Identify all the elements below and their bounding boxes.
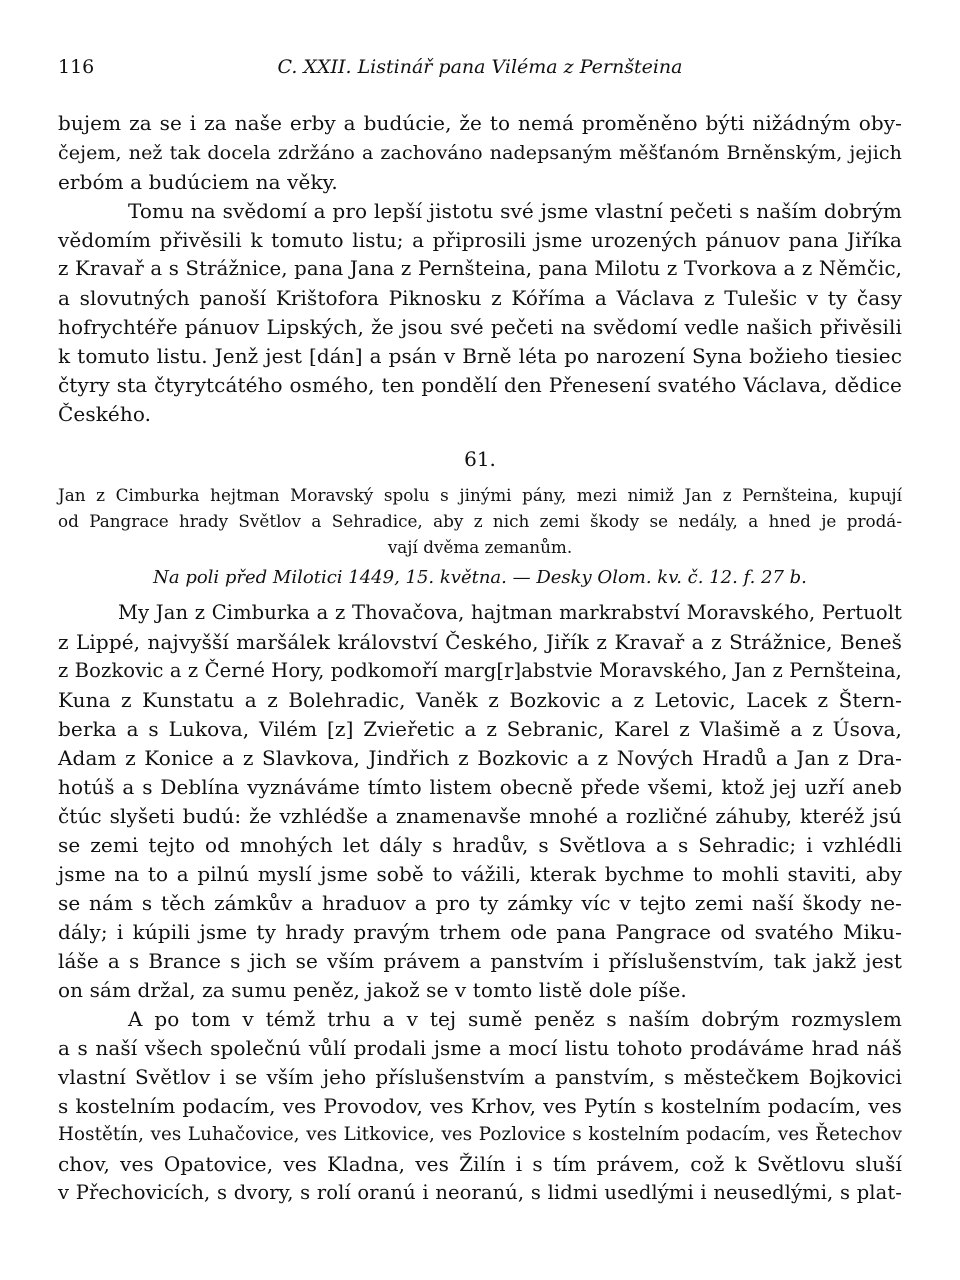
text-line: bujem za se i za naše erby a budúcie, že to nemá proměněno býti nižádným oby- <box>58 111 902 135</box>
text-line: My Jan z Cimburka a z Thovačova, hajtman markrabství Moravského, Pertuolt <box>118 601 902 624</box>
page-number: 116 <box>58 56 95 78</box>
text-line: jsme na to a pilnú myslí jsme sobě to vážili, kterak bychme to mohli staviti, aby <box>58 862 902 886</box>
text-line: hofrychtéře pánuov Lipských, že jsou své pečeti na svědomí vedle našich přivěsili <box>58 315 902 339</box>
text-line: berka a s Lukova, Vilém [z] Zvieřetic a z Sebranic, Karel z Vlašimě a z Úsova, <box>58 717 902 741</box>
text-line: A po tom v témž trhu a v tej sumě peněz s naším dobrým rozmyslem <box>128 1007 902 1031</box>
regest-line: vají dvěma zemanům. <box>387 537 573 557</box>
text-line: a slovutných panoší Krištofora Piknosku z Kóříma a Václava z Tulešic v ty časy <box>58 286 902 310</box>
regest-line: od Pangrace hrady Světlov a Sehradice, aby z nich zemi škody se nedály, a hned je prodá- <box>58 511 902 531</box>
text-line: chov, ves Opatovice, ves Kladna, ves Žilín i s tím právem, což k Světlovu sluší <box>58 1152 902 1176</box>
text-line: Adam z Konice a z Slavkova, Jindřich z Bozkovic a z Nových Hradů a Jan z Dra- <box>58 746 902 770</box>
text-line: k tomuto listu. Jenž jest [dán] a psán v Brně léta po narození Syna božieho tiesiec <box>58 344 902 368</box>
text-line: s kostelním podacím, ves Provodov, ves Krhov, ves Pytín s kostelním podacím, ves <box>58 1094 902 1118</box>
text-line: erbóm a budúciem na věky. <box>58 170 338 194</box>
text-line: a s naší všech společnú vůlí prodali jsme a mocí listu tohoto prodáváme hrad náš <box>58 1036 902 1060</box>
running-title: C. XXII. Listinář pana Viléma z Pernšteina <box>277 56 683 78</box>
text-line: se zemi tejto od mnohých let dály s hradův, s Světlova a s Sehradic; i vzhlédli <box>58 833 902 857</box>
text-line: čtúc slyšeti budú: že vzhlédše a znamenavše mnohé a rozličné záhuby, kteréž jsú <box>58 804 902 828</box>
document-number: 61. <box>464 447 496 471</box>
text-line: hotúš a s Deblína vyznáváme tímto listem obecně přede všemi, ktož jej uzří aneb <box>58 775 902 799</box>
text-line: vědomím přivěsili k tomuto listu; a připrosili jsme urozených pánuov pana Jiříka <box>58 228 902 252</box>
text-line: z Kravař a s Strážnice, pana Jana z Pernšteina, pana Milotu z Tvorkova a z Němčic, <box>58 257 902 280</box>
text-line: láše a s Brance s jich se vším právem a panstvím i příslušenstvím, tak jakž jest <box>58 949 902 973</box>
regest-line: Jan z Cimburka hejtman Moravský spolu s jinými pány, mezi nimiž Jan z Pernšteina, kupují <box>58 485 902 505</box>
text-line: Českého. <box>58 402 152 426</box>
text-line: Hostětín, ves Luhačovice, ves Litkovice, ves Pozlovice s kostelním podacím, ves Řetechov <box>58 1124 902 1145</box>
running-head <box>58 56 902 86</box>
text-line: se nám s těch zámkův a hraduov a pro ty zámky víc v tejto zemi naší škody ne- <box>58 891 902 915</box>
text-line: Tomu na svědomí a pro lepší jistotu své jsme vlastní pečeti s naším dobrým <box>128 199 902 223</box>
text-line: čtyry sta čtyrytcátého osmého, ten pondělí den Přenesení svatého Václava, dědice <box>58 373 902 397</box>
text-line: z Lippé, najvyšší maršálek království Českého, Jiřík z Kravař a z Strážnice, Beneš <box>58 630 902 654</box>
text-line: vlastní Světlov i se vším jeho příslušenstvím a panstvím, s městečkem Bojkovici <box>58 1065 902 1089</box>
text-line: čejem, než tak docela zdržáno a zachováno nadepsaným měšťanóm Brněnským, jejich <box>58 142 902 164</box>
text-line: Kuna z Kunstatu a z Bolehradic, Vaněk z Bozkovic a z Letovic, Lacek z Štern- <box>58 688 902 712</box>
text-line: z Bozkovic a z Černé Hory, podkomoří marg[r]abstvie Moravského, Jan z Pernšteina, <box>58 659 902 682</box>
text-line: v Přechovicích, s dvory, s rolí oranú i neoranú, s lidmi usedlými i neusedlými, s plat- <box>58 1181 902 1204</box>
text-line: on sám držal, za sumu peněz, jakož se v tomto listě dole píše. <box>58 978 687 1002</box>
source-citation: Na poli před Milotici 1449, 15. května. — Desky Olom. kv. č. 12. f. 27 b. <box>153 567 807 588</box>
text-line: dály; i kúpili jsme ty hrady pravým trhem ode pana Pangrace od svatého Miku- <box>58 920 902 944</box>
